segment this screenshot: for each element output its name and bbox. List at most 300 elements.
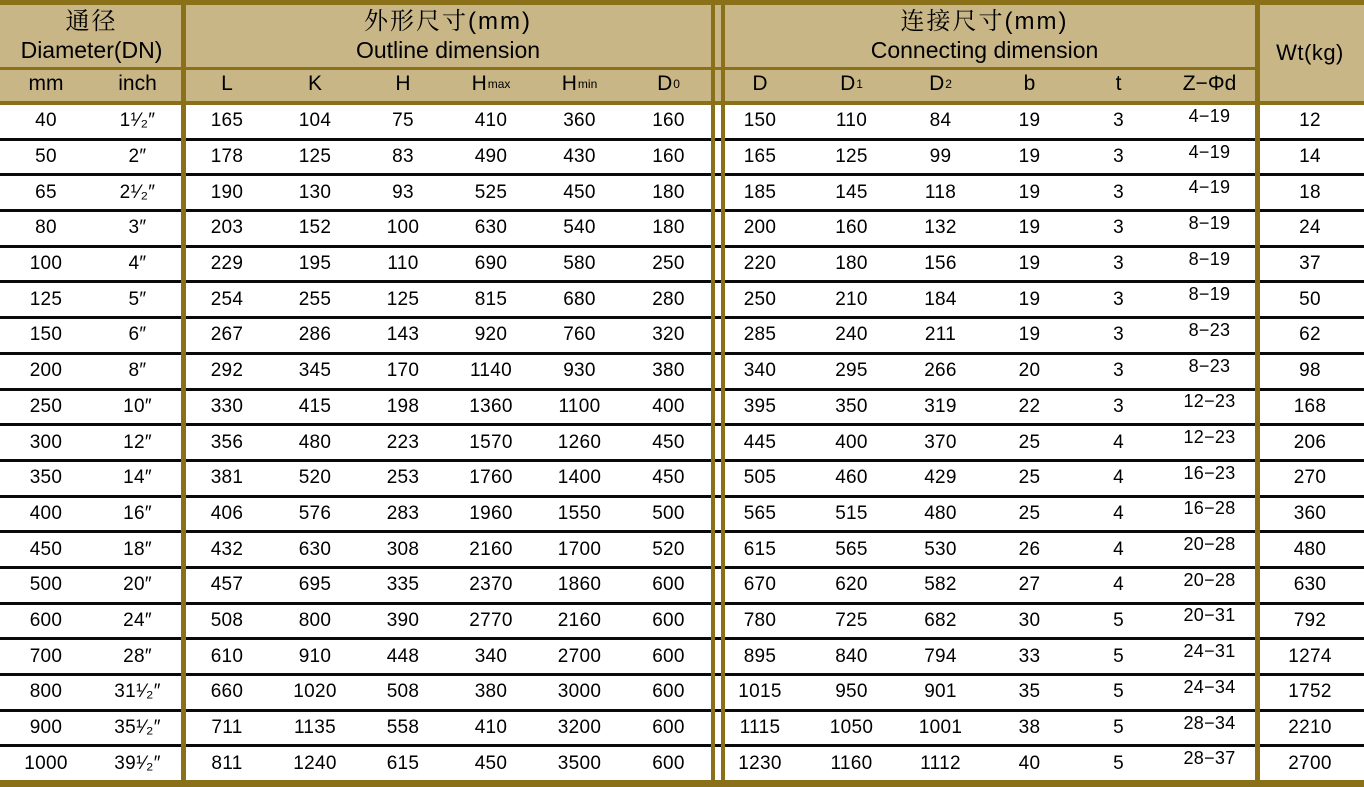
cell-d1: 145 (835, 181, 868, 203)
cell-wt: 37 (1299, 253, 1321, 275)
cell-hmax: 690 (474, 253, 508, 275)
cell-z-phi-d: 16−23 (1183, 462, 1236, 483)
cell-k: 152 (298, 217, 332, 239)
cell-t: 4 (1113, 538, 1124, 560)
cell-d: 185 (743, 181, 777, 203)
cell-d0: 520 (652, 538, 685, 560)
cell-k: 480 (298, 431, 332, 453)
cell-wt: 1752 (1288, 681, 1332, 703)
table-row (0, 712, 1364, 748)
cell-h: 615 (386, 752, 420, 774)
cell-d0: 320 (652, 324, 685, 346)
cell-l: 254 (210, 288, 244, 310)
cell-d: 505 (743, 467, 777, 489)
cell-wt: 168 (1293, 395, 1327, 417)
cell-mm: 100 (29, 253, 63, 275)
cell-d1: 515 (835, 502, 868, 524)
cell-wt: 98 (1299, 360, 1321, 382)
cell-d: 565 (743, 502, 777, 524)
cell-mm: 40 (35, 110, 57, 132)
cell-l: 356 (210, 431, 244, 453)
cell-mm: 900 (29, 717, 63, 739)
cell-d: 395 (743, 395, 777, 417)
cell-d: 445 (743, 431, 777, 453)
cell-k: 195 (298, 253, 332, 275)
cell-z-phi-d: 4−19 (1188, 177, 1231, 198)
col-header-h-label: H (395, 72, 411, 95)
cell-hmin: 1400 (557, 467, 602, 489)
cell-d0: 600 (652, 574, 685, 596)
cell-t: 3 (1113, 181, 1124, 203)
cell-l: 711 (211, 717, 243, 739)
cell-d2: 132 (924, 217, 957, 239)
cell-z-phi-d: 16−28 (1183, 498, 1236, 519)
cell-l: 432 (210, 538, 244, 560)
cell-d1: 460 (835, 467, 868, 489)
cell-inch: 28″ (123, 645, 152, 667)
col-header-t-label: t (1115, 72, 1122, 95)
header-diameter-en: Diameter(DN) (20, 36, 163, 63)
header-outline-zh: 外形尺寸(mm) (364, 8, 532, 36)
cell-l: 330 (210, 395, 244, 417)
cell-hmax: 1360 (469, 395, 513, 417)
col-header-d0: D 0 (657, 72, 680, 95)
table-row (0, 747, 1364, 780)
cell-d2: 429 (924, 467, 957, 489)
cell-l: 267 (210, 324, 244, 346)
col-header-mm-label: mm (28, 72, 64, 95)
cell-inch: 35¹⁄₂″ (114, 717, 161, 739)
cell-d: 285 (743, 324, 777, 346)
cell-d0: 160 (652, 110, 685, 132)
cell-t: 5 (1113, 681, 1124, 703)
cell-l: 660 (210, 681, 244, 703)
cell-h: 448 (386, 645, 420, 667)
col-header-d (713, 67, 807, 101)
cell-inch: 20″ (123, 574, 152, 596)
cell-wt: 2700 (1288, 752, 1332, 774)
cell-wt: 206 (1293, 431, 1327, 453)
cell-b: 26 (1018, 538, 1041, 560)
cell-d: 1230 (738, 752, 782, 774)
cell-k: 130 (298, 181, 332, 203)
cell-h: 223 (386, 431, 420, 453)
cell-hmin: 2160 (557, 609, 602, 631)
col-header-d2-label: D (929, 72, 945, 95)
cell-b: 25 (1018, 467, 1041, 489)
divider-outline-connecting-left (711, 5, 715, 781)
cell-inch: 3″ (128, 217, 147, 239)
cell-hmax: 630 (474, 217, 508, 239)
col-header-l (183, 67, 271, 101)
col-header-k (271, 67, 359, 101)
cell-l: 811 (211, 752, 243, 774)
cell-mm: 400 (29, 502, 63, 524)
divider-inch-l (181, 5, 186, 781)
cell-l: 178 (210, 146, 244, 168)
cell-l: 165 (210, 110, 244, 132)
cell-hmax: 490 (474, 146, 508, 168)
cell-d1: 180 (835, 253, 868, 275)
cell-hmax: 2770 (469, 609, 513, 631)
cell-hmax: 450 (474, 752, 508, 774)
cell-hmax: 2160 (469, 538, 513, 560)
cell-k: 1240 (293, 752, 337, 774)
col-header-z-phi-d-label: Z−Φd (1182, 72, 1237, 95)
table-row (0, 391, 1364, 427)
cell-hmax: 1570 (469, 431, 513, 453)
cell-wt: 360 (1293, 502, 1327, 524)
cell-d: 780 (743, 609, 777, 631)
cell-d1: 565 (835, 538, 868, 560)
cell-t: 3 (1113, 360, 1124, 382)
cell-hmin: 3500 (557, 752, 602, 774)
cell-b: 30 (1018, 609, 1041, 631)
table-row (0, 283, 1364, 319)
header-outline-en: Outline dimension (355, 36, 541, 63)
cell-b: 35 (1018, 681, 1041, 703)
col-header-z-phi-d (1163, 67, 1256, 101)
cell-mm: 50 (35, 146, 57, 168)
cell-hmin: 760 (563, 324, 596, 346)
cell-d2: 84 (929, 110, 952, 132)
header-mid-rule (0, 67, 1256, 70)
col-header-d0-label: D (657, 72, 673, 95)
cell-inch: 10″ (123, 395, 152, 417)
cell-d2: 1112 (920, 752, 961, 774)
cell-d1: 295 (835, 360, 868, 382)
cell-z-phi-d: 4−19 (1188, 105, 1231, 126)
cell-d2: 370 (924, 431, 957, 453)
header-diameter-group (0, 5, 183, 67)
col-header-hmax-label: H (471, 72, 487, 95)
cell-mm: 700 (29, 645, 63, 667)
cell-hmin: 360 (563, 110, 596, 132)
cell-hmin: 680 (563, 288, 596, 310)
cell-mm: 500 (29, 574, 63, 596)
cell-b: 19 (1018, 181, 1041, 203)
table-row (0, 141, 1364, 177)
table-row (0, 212, 1364, 248)
cell-b: 20 (1018, 360, 1041, 382)
cell-b: 19 (1018, 110, 1041, 132)
header-diameter-zh: 通径 (65, 8, 118, 36)
cell-d0: 400 (652, 395, 685, 417)
cell-d: 165 (743, 146, 777, 168)
cell-d0: 600 (652, 645, 685, 667)
cell-wt: 12 (1299, 110, 1321, 132)
cell-b: 19 (1018, 253, 1041, 275)
cell-hmin: 2700 (557, 645, 602, 667)
cell-d2: 530 (924, 538, 957, 560)
cell-k: 125 (298, 146, 332, 168)
cell-wt: 2210 (1288, 717, 1332, 739)
cell-hmax: 920 (474, 324, 508, 346)
cell-hmin: 1100 (558, 395, 601, 417)
col-header-b-label: b (1023, 72, 1036, 95)
cell-d2: 480 (924, 502, 957, 524)
cell-inch: 31¹⁄₂″ (114, 681, 161, 703)
cell-mm: 125 (29, 288, 63, 310)
cell-b: 25 (1018, 431, 1041, 453)
cell-b: 25 (1018, 502, 1041, 524)
cell-inch: 1¹⁄₂″ (119, 110, 156, 132)
table-row (0, 176, 1364, 212)
cell-d2: 118 (924, 181, 957, 203)
cell-mm: 80 (35, 217, 57, 239)
cell-hmin: 3000 (557, 681, 602, 703)
cell-hmin: 580 (563, 253, 596, 275)
cell-d: 200 (743, 217, 777, 239)
cell-d2: 901 (924, 681, 957, 703)
col-header-hmin-label: H (561, 72, 577, 95)
cell-l: 508 (210, 609, 244, 631)
cell-d2: 794 (924, 645, 957, 667)
cell-h: 170 (386, 360, 420, 382)
cell-mm: 1000 (24, 752, 68, 774)
cell-d2: 582 (924, 574, 957, 596)
cell-hmax: 525 (474, 181, 508, 203)
cell-inch: 24″ (123, 609, 152, 631)
cell-inch: 18″ (123, 538, 152, 560)
cell-z-phi-d: 24−31 (1183, 641, 1236, 662)
cell-h: 198 (386, 395, 420, 417)
cell-t: 3 (1113, 110, 1124, 132)
cell-hmin: 540 (563, 217, 596, 239)
header-connecting-en: Connecting dimension (870, 36, 1099, 63)
cell-b: 40 (1018, 752, 1041, 774)
cell-k: 910 (298, 645, 332, 667)
cell-d1: 620 (835, 574, 868, 596)
cell-h: 125 (386, 288, 420, 310)
cell-b: 19 (1018, 324, 1041, 346)
col-header-inch (92, 67, 183, 101)
cell-b: 38 (1018, 717, 1041, 739)
cell-b: 33 (1018, 645, 1041, 667)
cell-k: 576 (298, 502, 332, 524)
cell-k: 800 (298, 609, 332, 631)
cell-t: 5 (1113, 609, 1124, 631)
cell-hmin: 1860 (557, 574, 602, 596)
cell-mm: 65 (35, 181, 57, 203)
cell-d1: 350 (835, 395, 868, 417)
cell-d0: 180 (652, 217, 685, 239)
cell-l: 203 (210, 217, 244, 239)
table-row (0, 640, 1364, 676)
cell-t: 3 (1113, 288, 1124, 310)
cell-mm: 450 (29, 538, 63, 560)
cell-d: 340 (743, 360, 777, 382)
cell-h: 508 (386, 681, 420, 703)
cell-d1: 160 (835, 217, 868, 239)
cell-z-phi-d: 28−37 (1183, 748, 1236, 769)
cell-wt: 480 (1293, 538, 1327, 560)
cell-hmin: 930 (563, 360, 596, 382)
cell-k: 415 (298, 395, 332, 417)
cell-t: 4 (1113, 467, 1124, 489)
cell-inch: 2¹⁄₂″ (119, 181, 156, 203)
cell-d1: 240 (835, 324, 868, 346)
cell-k: 104 (298, 110, 332, 132)
cell-d: 1015 (738, 681, 782, 703)
cell-d: 220 (743, 253, 777, 275)
cell-hmax: 1760 (469, 467, 513, 489)
col-header-hmin: H min (561, 72, 598, 95)
cell-d0: 600 (652, 609, 685, 631)
cell-h: 93 (392, 181, 414, 203)
cell-d2: 156 (924, 253, 957, 275)
cell-d0: 450 (652, 431, 685, 453)
cell-h: 390 (386, 609, 420, 631)
cell-t: 4 (1113, 574, 1124, 596)
cell-z-phi-d: 8−19 (1188, 212, 1231, 233)
table-row (0, 498, 1364, 534)
col-header-wt: Wt(kg) (1276, 40, 1344, 65)
cell-mm: 600 (29, 609, 63, 631)
table-row (0, 676, 1364, 712)
header-outline-group (183, 5, 713, 67)
cell-hmax: 1960 (469, 502, 513, 524)
cell-inch: 4″ (128, 253, 147, 275)
cell-hmin: 1700 (557, 538, 602, 560)
cell-z-phi-d: 20−31 (1183, 605, 1236, 626)
cell-hmax: 410 (474, 717, 508, 739)
cell-k: 520 (298, 467, 332, 489)
table-row (0, 462, 1364, 498)
cell-z-phi-d: 8−19 (1188, 248, 1231, 269)
cell-t: 3 (1113, 395, 1124, 417)
cell-l: 406 (210, 502, 244, 524)
cell-hmin: 430 (563, 146, 596, 168)
cell-d1: 725 (835, 609, 868, 631)
cell-mm: 150 (29, 324, 63, 346)
cell-wt: 1274 (1288, 645, 1332, 667)
cell-h: 110 (387, 253, 419, 275)
col-header-d1-label: D (840, 72, 856, 95)
cell-l: 610 (210, 645, 244, 667)
cell-t: 5 (1113, 645, 1124, 667)
cell-mm: 250 (29, 395, 63, 417)
cell-l: 381 (210, 467, 244, 489)
table-row (0, 248, 1364, 284)
cell-t: 5 (1113, 752, 1124, 774)
cell-inch: 39¹⁄₂″ (114, 752, 161, 774)
cell-d2: 266 (924, 360, 957, 382)
cell-wt: 18 (1299, 181, 1321, 203)
table-row (0, 319, 1364, 355)
divider-outline-connecting-right (721, 5, 725, 781)
cell-d1: 840 (835, 645, 868, 667)
cell-d1: 110 (835, 110, 868, 132)
cell-inch: 12″ (123, 431, 152, 453)
cell-d2: 211 (924, 324, 957, 346)
cell-inch: 2″ (128, 146, 147, 168)
cell-z-phi-d: 24−34 (1183, 676, 1236, 697)
cell-b: 19 (1018, 146, 1041, 168)
cell-k: 1135 (293, 717, 337, 739)
cell-b: 19 (1018, 217, 1041, 239)
cell-d0: 160 (652, 146, 685, 168)
cell-k: 630 (298, 538, 332, 560)
cell-d: 670 (743, 574, 777, 596)
cell-d: 150 (743, 110, 777, 132)
cell-wt: 14 (1299, 146, 1321, 168)
cell-d: 895 (743, 645, 777, 667)
cell-z-phi-d: 8−19 (1188, 284, 1231, 305)
cell-k: 255 (298, 288, 332, 310)
cell-h: 308 (386, 538, 420, 560)
cell-d0: 600 (652, 681, 685, 703)
cell-d0: 280 (652, 288, 685, 310)
cell-z-phi-d: 4−19 (1188, 141, 1231, 162)
cell-d1: 400 (835, 431, 868, 453)
cell-hmax: 410 (474, 110, 508, 132)
table-row (0, 426, 1364, 462)
cell-hmin: 450 (563, 181, 596, 203)
col-header-h (359, 67, 447, 101)
cell-d2: 99 (929, 146, 952, 168)
cell-z-phi-d: 28−34 (1183, 712, 1236, 733)
cell-d0: 250 (652, 253, 685, 275)
cell-b: 27 (1018, 574, 1041, 596)
col-header-hmax: H max (471, 72, 511, 95)
col-header-mm (0, 67, 92, 101)
cell-b: 22 (1018, 395, 1041, 417)
header-connecting-group (713, 5, 1256, 67)
cell-d0: 500 (652, 502, 685, 524)
cell-hmax: 815 (474, 288, 508, 310)
table-header (0, 5, 1364, 101)
cell-d0: 180 (652, 181, 685, 203)
header-connecting-zh: 连接尺寸(mm) (900, 8, 1069, 36)
cell-d: 250 (743, 288, 777, 310)
cell-hmin: 1550 (557, 502, 602, 524)
cell-k: 1020 (293, 681, 337, 703)
cell-inch: 6″ (128, 324, 147, 346)
cell-hmin: 1260 (557, 431, 602, 453)
cell-z-phi-d: 20−28 (1183, 534, 1236, 555)
cell-k: 695 (298, 574, 332, 596)
cell-wt: 24 (1299, 217, 1321, 239)
cell-wt: 630 (1293, 574, 1327, 596)
cell-t: 3 (1113, 253, 1124, 275)
cell-d0: 600 (652, 717, 685, 739)
table-row (0, 605, 1364, 641)
cell-mm: 200 (29, 360, 63, 382)
cell-h: 100 (386, 217, 420, 239)
table-bottom-rule (0, 780, 1364, 787)
col-header-l-label: L (221, 72, 233, 95)
cell-k: 345 (298, 360, 332, 382)
cell-inch: 8″ (128, 360, 147, 382)
cell-t: 3 (1113, 217, 1124, 239)
cell-t: 4 (1113, 431, 1124, 453)
cell-inch: 16″ (123, 502, 152, 524)
cell-d2: 319 (924, 395, 957, 417)
col-header-b (985, 67, 1074, 101)
col-header-d1: D 1 (840, 72, 863, 95)
cell-t: 3 (1113, 146, 1124, 168)
cell-d: 615 (743, 538, 777, 560)
cell-d0: 600 (652, 752, 685, 774)
cell-d1: 210 (835, 288, 868, 310)
cell-z-phi-d: 20−28 (1183, 569, 1236, 590)
table-row (0, 105, 1364, 141)
col-header-inch-label: inch (118, 72, 157, 95)
cell-z-phi-d: 8−23 (1188, 355, 1231, 376)
cell-z-phi-d: 8−23 (1188, 319, 1231, 340)
table-row (0, 569, 1364, 605)
